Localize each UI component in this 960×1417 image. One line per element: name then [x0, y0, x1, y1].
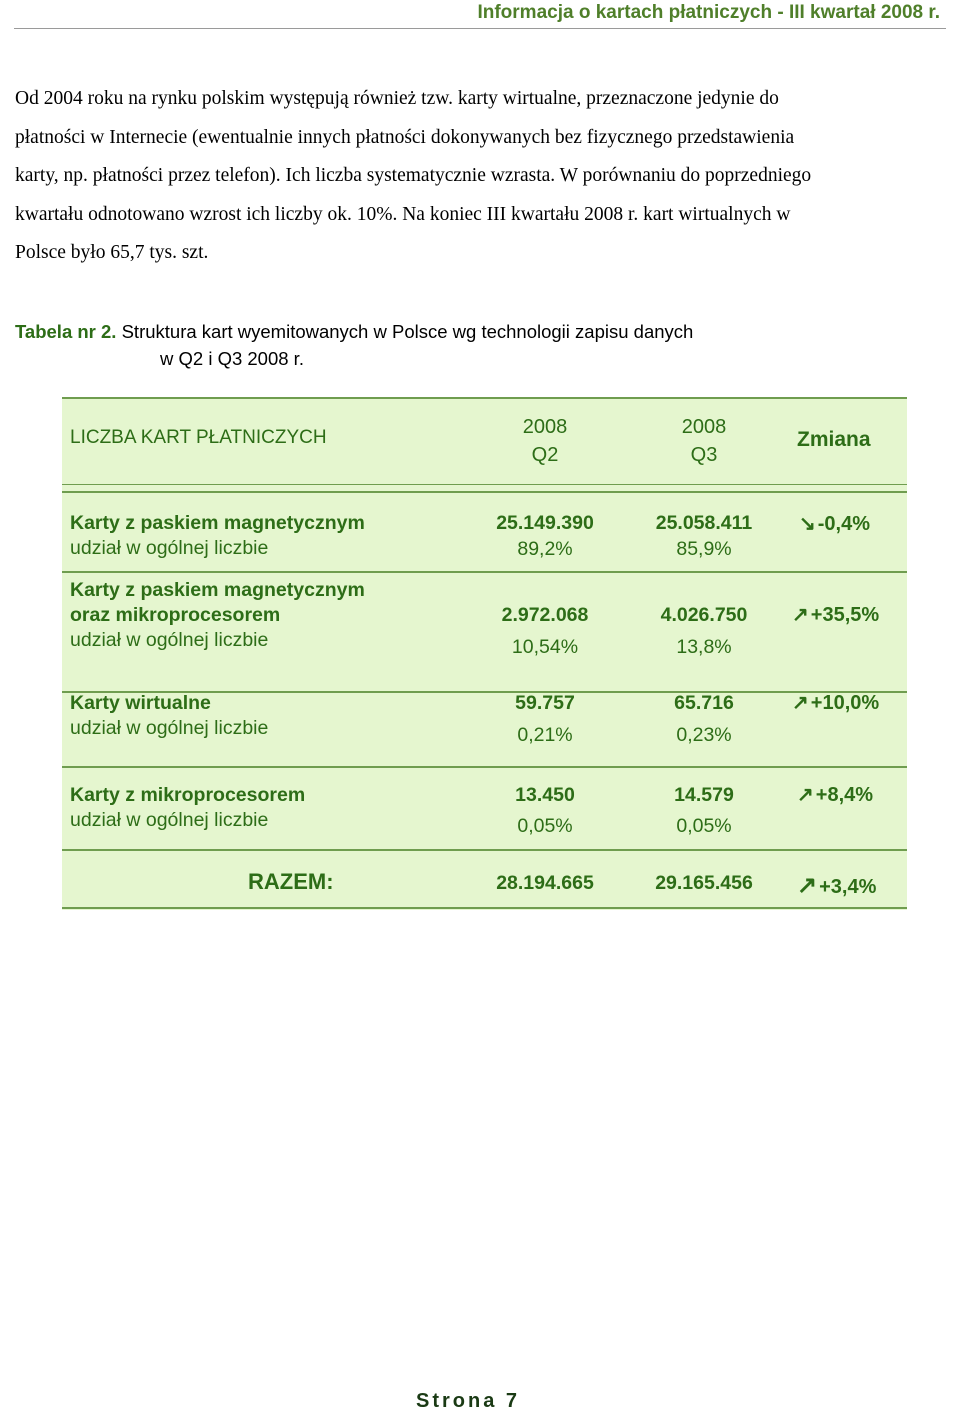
row-q3-value: 4.026.750	[660, 604, 748, 626]
trend-up-icon: ↗	[797, 872, 818, 899]
total-label: RAZEM:	[248, 869, 334, 894]
table-caption	[15, 318, 693, 372]
row-change	[792, 690, 879, 715]
row-name: Karty z paskiem magnetycznym	[70, 579, 365, 601]
trend-up-icon: ↗	[792, 604, 809, 626]
table-rule	[62, 766, 907, 768]
table-header-q2	[495, 413, 595, 469]
row-q2-value: 2.972.068	[501, 604, 589, 626]
cards-table	[62, 397, 907, 910]
trend-up-icon: ↗	[797, 784, 814, 806]
table-header-label: LICZBA KART PŁATNICZYCH	[70, 427, 327, 448]
trend-up-icon: ↗	[792, 692, 809, 714]
table-caption-text: Struktura kart wyemitowanych w Polsce wg technologii zapisu danych	[121, 321, 694, 342]
header-q2-quarter: Q2	[531, 444, 559, 466]
table-header-change: Zmiana	[797, 428, 871, 451]
row-name: Karty z paskiem magnetycznym	[70, 512, 365, 534]
table-rule	[62, 571, 907, 573]
row-q2-value: 59.757	[515, 692, 575, 714]
body-paragraph	[15, 80, 957, 273]
row-change	[799, 511, 870, 536]
row-change-value: +8,4%	[815, 784, 874, 806]
row-q2-share: 0,05%	[517, 815, 573, 837]
row-q3-value: 14.579	[674, 784, 734, 806]
row-q2-value: 13.450	[515, 784, 575, 806]
table-rule	[62, 907, 907, 909]
row-q3-share: 85,9%	[676, 538, 732, 560]
row-share-label: udział w ogólnej liczbie	[70, 809, 269, 831]
row-share-label: udział w ogólnej liczbie	[70, 717, 269, 739]
row-change	[792, 602, 879, 627]
row-share-label: udział w ogólnej liczbie	[70, 537, 269, 559]
table-rule	[62, 849, 907, 851]
row-change	[797, 782, 873, 807]
table-rule	[62, 397, 907, 399]
total-change-value: +3,4%	[819, 876, 877, 898]
table-header-q3	[654, 413, 754, 469]
table-caption-text-line2: w Q2 i Q3 2008 r.	[160, 348, 304, 369]
row-q3-share: 0,23%	[676, 724, 732, 746]
row-change-value: -0,4%	[817, 513, 871, 535]
body-line: kwartału odnotowano wzrost ich liczby ok. 10%. Na koniec III kwartału 2008 r. kart wirtualnych w	[15, 203, 791, 225]
total-change	[797, 871, 876, 900]
table-rule	[62, 484, 907, 485]
body-line: Od 2004 roku na rynku polskim występują również tzw. karty wirtualne, przeznaczone jedynie do	[15, 88, 779, 109]
row-q3-share: 13,8%	[676, 636, 732, 658]
row-q2-value: 25.149.390	[496, 512, 594, 534]
row-name: Karty wirtualne	[70, 692, 211, 714]
row-q2-share: 89,2%	[517, 538, 573, 560]
header-divider	[14, 28, 946, 29]
row-q3-value: 65.716	[674, 692, 734, 714]
body-line: karty, np. płatności przez telefon). Ich liczba systematycznie wzrasta. W porównaniu do poprzedniego	[15, 165, 812, 187]
total-q3-value: 29.165.456	[655, 872, 753, 894]
document-header-title: Informacja o kartach płatniczych - III kwartał 2008 r.	[477, 2, 940, 23]
row-name-line2: oraz mikroprocesorem	[70, 604, 281, 626]
row-q2-share: 10,54%	[511, 636, 579, 658]
header-q2-year: 2008	[522, 416, 568, 438]
row-change-value: +10,0%	[810, 692, 880, 714]
body-line: płatności w Internecie (ewentualnie innych płatności dokonywanych bez fizycznego przedstawienia	[15, 126, 795, 148]
row-q3-value: 25.058.411	[655, 512, 753, 534]
body-line: Polsce było 65,7 tys. szt.	[15, 242, 209, 264]
row-name: Karty z mikroprocesorem	[70, 784, 306, 806]
trend-down-icon: ↘	[799, 513, 816, 535]
row-share-label: udział w ogólnej liczbie	[70, 629, 269, 651]
row-change-value: +35,5%	[810, 604, 880, 626]
table-caption-label: Tabela nr 2.	[15, 321, 117, 342]
header-q3-year: 2008	[681, 416, 727, 438]
table-rule	[62, 491, 907, 493]
header-q3-quarter: Q3	[690, 444, 718, 466]
page-number: Strona 7	[415, 1390, 521, 1412]
row-q2-share: 0,21%	[517, 724, 573, 746]
total-q2-value: 28.194.665	[496, 872, 594, 894]
row-q3-share: 0,05%	[676, 815, 732, 837]
